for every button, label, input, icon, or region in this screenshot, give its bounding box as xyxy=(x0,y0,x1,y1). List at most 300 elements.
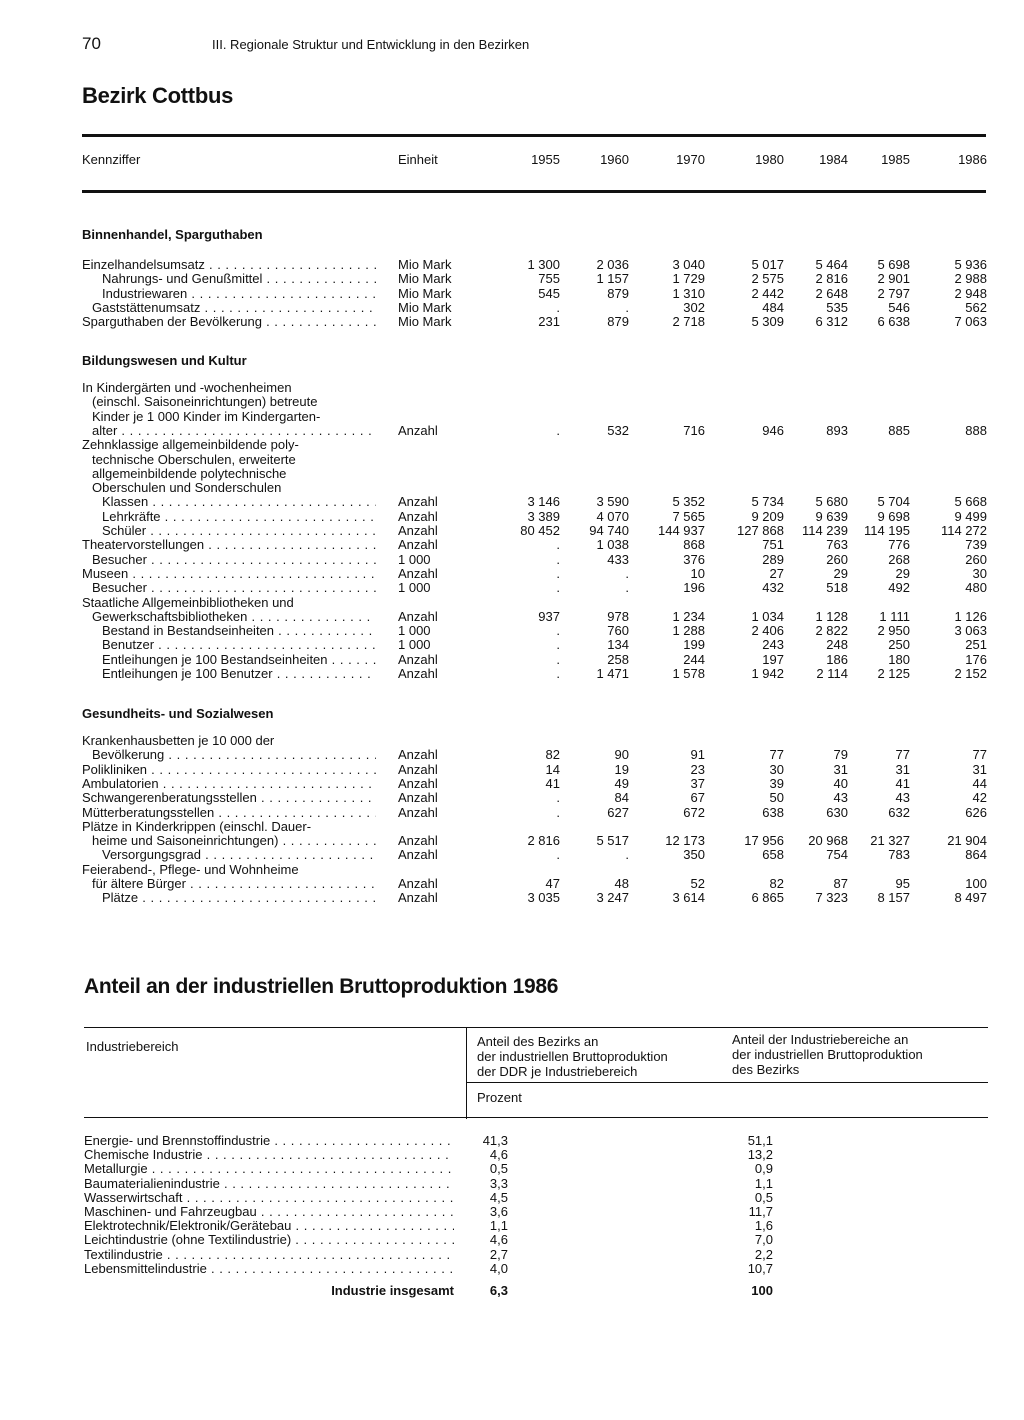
cell-1970: 23 xyxy=(690,761,705,777)
share-ddr-value: 4,6 xyxy=(489,1147,508,1163)
cell-1986: 9 499 xyxy=(954,508,987,524)
cell-1980: 289 xyxy=(762,551,784,567)
cell-1980: 1 034 xyxy=(751,608,784,624)
cell-1955: 41 xyxy=(545,775,560,791)
cell-1984: 9 639 xyxy=(815,508,848,524)
cell-1980: 17 956 xyxy=(744,833,784,849)
cell-1970: 1 729 xyxy=(672,271,705,287)
cell-1986: 8 497 xyxy=(954,890,987,906)
cell-1984: 1 128 xyxy=(815,608,848,624)
cell-1955: 1 300 xyxy=(527,257,560,272)
row-label: technische Oberschulen, erweiterte xyxy=(92,451,296,467)
cell-1960: 760 xyxy=(607,623,629,639)
table-top-rule xyxy=(82,134,986,137)
row-label: (einschl. Saisoneinrichtungen) betreute xyxy=(92,394,318,410)
row-unit: Anzahl xyxy=(398,890,438,906)
cell-1986: 864 xyxy=(965,847,987,863)
table-row xyxy=(0,623,1024,638)
table2-row xyxy=(0,1176,1024,1191)
row-label: Besucher . . . xyxy=(82,580,376,595)
cell-1960: 94 740 xyxy=(589,523,629,538)
row-label: Gaststättenumsatz . . . xyxy=(82,300,376,315)
cell-1970: 3 614 xyxy=(672,890,705,906)
row-label: Polikliniken . . . xyxy=(82,762,376,777)
cell-1984: 31 xyxy=(833,761,848,777)
table2-row xyxy=(0,1190,1024,1205)
table-row xyxy=(0,595,1024,610)
cell-1985: 95 xyxy=(895,876,910,891)
header-year-1980: 1980 xyxy=(755,152,784,167)
table-row xyxy=(0,509,1024,524)
table2-row xyxy=(0,1247,1024,1262)
cell-1970: 37 xyxy=(690,775,705,791)
cell-1986: 114 272 xyxy=(940,523,987,538)
share-bezirk-value: 13,2 xyxy=(747,1147,773,1163)
row-unit: Mio Mark xyxy=(398,271,452,287)
cell-1960: 134 xyxy=(607,637,629,653)
cell-1960: 978 xyxy=(607,608,629,624)
table2-header-col2: Anteil des Bezirks an der industriellen Bruttoproduktion der DDR je Industriebereich xyxy=(477,1034,668,1079)
cell-1955: 937 xyxy=(538,608,560,624)
cell-1955: . xyxy=(556,422,560,438)
share-bezirk-value: 10,7 xyxy=(747,1260,773,1276)
row-label: Benutzer . . . xyxy=(82,637,376,652)
cell-1984: 87 xyxy=(833,876,848,891)
total-share-ddr: 6,3 xyxy=(489,1283,508,1298)
table-row xyxy=(0,257,1024,272)
table-row xyxy=(0,652,1024,667)
cell-1955: . xyxy=(556,551,560,567)
cell-1970: 1 288 xyxy=(672,623,705,639)
cell-1970: 10 xyxy=(690,565,705,581)
cell-1985: 43 xyxy=(895,790,910,806)
cell-1986: 30 xyxy=(972,565,987,581)
share-bezirk-value: 51,1 xyxy=(747,1133,773,1148)
cell-1955: . xyxy=(556,666,560,681)
cell-1985: 632 xyxy=(888,804,910,820)
table-row xyxy=(0,876,1024,891)
row-unit: Anzahl xyxy=(398,651,438,667)
cell-1980: 5 017 xyxy=(751,257,784,272)
cell-1970: 672 xyxy=(683,804,705,820)
cell-1985: 492 xyxy=(888,580,910,596)
row-unit: Anzahl xyxy=(398,790,438,806)
share-ddr-value: 3,3 xyxy=(489,1175,508,1191)
subsection-title: Bildungswesen und Kultur xyxy=(82,353,247,368)
table-row xyxy=(0,286,1024,301)
cell-1955: 3 035 xyxy=(527,890,560,906)
cell-1980: 39 xyxy=(769,775,784,791)
row-unit: Anzahl xyxy=(398,876,438,891)
cell-1980: 6 865 xyxy=(751,890,784,906)
row-label: Lehrkräfte . . . xyxy=(82,509,376,524)
table-row xyxy=(0,409,1024,424)
table2-row xyxy=(0,1232,1024,1247)
table2-row xyxy=(0,1218,1024,1233)
cell-1986: 44 xyxy=(972,775,987,791)
cell-1960: 627 xyxy=(607,804,629,820)
table2-row xyxy=(0,1133,1024,1148)
table2-row xyxy=(0,1261,1024,1276)
cell-1986: 1 126 xyxy=(954,608,987,624)
row-label: Mütterberatungsstellen . . . xyxy=(82,805,376,820)
cell-1980: 432 xyxy=(762,580,784,596)
table-row xyxy=(0,437,1024,452)
row-unit: Anzahl xyxy=(398,537,438,553)
cell-1960: 2 036 xyxy=(596,257,629,272)
row-label: Gewerkschaftsbibliotheken . . . xyxy=(82,609,376,624)
share-ddr-value: 0,5 xyxy=(489,1161,508,1177)
cell-1980: 243 xyxy=(762,637,784,653)
industry-label: Energie- und Brennstoffindustrie . . . xyxy=(84,1133,454,1148)
cell-1985: 2 797 xyxy=(877,285,910,301)
table-row xyxy=(0,762,1024,777)
total-label: Industrie insgesamt xyxy=(331,1283,454,1298)
cell-1985: 180 xyxy=(888,651,910,667)
industry-label: Lebensmittelindustrie . . . xyxy=(84,1261,454,1276)
share-bezirk-value: 1,6 xyxy=(754,1218,773,1234)
cell-1970: 376 xyxy=(683,551,705,567)
cell-1980: 50 xyxy=(769,790,784,806)
cell-1985: 31 xyxy=(895,761,910,777)
row-unit: 1 000 xyxy=(398,580,431,596)
row-label: Nahrungs- und Genußmittel . . . xyxy=(82,271,376,286)
cell-1986: 7 063 xyxy=(954,314,987,330)
table2-title: Anteil an der industriellen Bruttoproduktion 1986 xyxy=(84,975,559,998)
cell-1985: 776 xyxy=(888,537,910,553)
row-label: Ambulatorien . . . xyxy=(82,776,376,791)
cell-1980: 751 xyxy=(762,537,784,553)
cell-1980: 2 442 xyxy=(751,285,784,301)
share-bezirk-value: 11,7 xyxy=(748,1204,773,1219)
header-einheit: Einheit xyxy=(398,152,438,167)
cell-1960: 258 xyxy=(607,651,629,667)
cell-1980: 2 575 xyxy=(751,271,784,287)
row-unit: Anzahl xyxy=(398,833,438,849)
row-unit: Anzahl xyxy=(398,804,438,820)
cell-1980: 658 xyxy=(762,847,784,863)
cell-1955: . xyxy=(556,637,560,653)
cell-1960: 532 xyxy=(607,422,629,438)
row-unit: Anzahl xyxy=(398,565,438,581)
table-row xyxy=(0,452,1024,467)
row-label: Staatliche Allgemeinbibliotheken und xyxy=(82,594,294,610)
table-row xyxy=(0,637,1024,652)
cell-1985: 21 327 xyxy=(870,833,910,849)
cell-1970: 52 xyxy=(690,876,705,891)
table2-header-rule xyxy=(84,1117,988,1118)
share-bezirk-value: 7,0 xyxy=(754,1232,773,1248)
cell-1984: 893 xyxy=(826,422,848,438)
table-row xyxy=(0,480,1024,495)
cell-1984: 40 xyxy=(833,775,848,791)
cell-1970: 7 565 xyxy=(672,508,705,524)
cell-1970: 2 718 xyxy=(672,314,705,330)
row-unit: Mio Mark xyxy=(398,285,452,301)
share-ddr-value: 1,1 xyxy=(489,1218,508,1234)
table-row xyxy=(0,747,1024,762)
table-row xyxy=(0,847,1024,862)
cell-1955: 3 389 xyxy=(527,508,560,524)
cell-1985: 29 xyxy=(895,565,910,581)
table-row xyxy=(0,580,1024,595)
row-unit: Anzahl xyxy=(398,775,438,791)
table-row xyxy=(0,566,1024,581)
cell-1980: 30 xyxy=(769,761,784,777)
share-bezirk-value: 0,9 xyxy=(754,1161,773,1177)
cell-1985: 2 950 xyxy=(877,623,910,639)
row-unit: Mio Mark xyxy=(398,257,452,272)
cell-1986: 2 152 xyxy=(954,666,987,681)
row-label: allgemeinbildende polytechnische xyxy=(92,465,287,481)
cell-1985: 5 704 xyxy=(877,494,910,510)
cell-1984: 2 822 xyxy=(815,623,848,639)
cell-1985: 2 125 xyxy=(877,666,910,681)
table-row xyxy=(0,537,1024,552)
cell-1955: . xyxy=(556,804,560,820)
table2-row xyxy=(0,1204,1024,1219)
row-label: Klassen . . . xyxy=(82,494,376,509)
industry-label: Metallurgie . . . xyxy=(84,1161,454,1176)
row-unit: 1 000 xyxy=(398,623,431,639)
cell-1970: 5 352 xyxy=(672,494,705,510)
cell-1984: 260 xyxy=(826,551,848,567)
cell-1985: 2 901 xyxy=(877,271,910,287)
row-unit: Anzahl xyxy=(398,666,438,681)
cell-1986: 251 xyxy=(965,637,987,653)
table-row xyxy=(0,380,1024,395)
table2-unit-label: Prozent xyxy=(477,1090,522,1105)
cell-1970: 3 040 xyxy=(672,257,705,272)
section-title: Bezirk Cottbus xyxy=(82,83,234,108)
row-label: Entleihungen je 100 Benutzer . . . xyxy=(82,666,376,681)
table-row xyxy=(0,819,1024,834)
row-unit: Anzahl xyxy=(398,422,438,438)
cell-1955: . xyxy=(556,299,560,315)
table2-header-col3: Anteil der Industriebereiche an der industriellen Bruttoproduktion des Bezirks xyxy=(732,1032,923,1077)
share-ddr-value: 41,3 xyxy=(482,1133,508,1148)
row-label: für ältere Bürger . . . xyxy=(82,876,376,891)
cell-1970: 244 xyxy=(683,651,705,667)
cell-1985: 783 xyxy=(888,847,910,863)
cell-1986: 2 988 xyxy=(954,271,987,287)
table-row xyxy=(0,271,1024,286)
cell-1984: 535 xyxy=(826,299,848,315)
row-unit: Anzahl xyxy=(398,608,438,624)
cell-1984: 630 xyxy=(826,804,848,820)
row-label: Plätze in Kinderkrippen (einschl. Dauer- xyxy=(82,818,312,834)
industry-label: Chemische Industrie . . . xyxy=(84,1147,454,1162)
cell-1960: 3 590 xyxy=(596,494,629,510)
cell-1955: . xyxy=(556,580,560,596)
table-row xyxy=(0,523,1024,538)
cell-1955: . xyxy=(556,623,560,639)
row-unit: Anzahl xyxy=(398,494,438,510)
table-row xyxy=(0,776,1024,791)
row-unit: Mio Mark xyxy=(398,314,452,330)
cell-1955: 755 xyxy=(538,271,560,287)
cell-1960: . xyxy=(625,299,629,315)
cell-1984: 7 323 xyxy=(815,890,848,906)
cell-1980: 946 xyxy=(762,422,784,438)
table2-row xyxy=(0,1147,1024,1162)
row-label: Bestand in Bestandseinheiten . . . xyxy=(82,623,376,638)
table2-header-industriebereich: Industriebereich xyxy=(86,1039,179,1054)
cell-1984: 248 xyxy=(826,637,848,653)
row-unit: 1 000 xyxy=(398,551,431,567)
row-label: Versorgungsgrad . . . xyxy=(82,847,376,862)
cell-1986: 31 xyxy=(972,761,987,777)
cell-1986: 5 936 xyxy=(954,257,987,272)
row-unit: Mio Mark xyxy=(398,299,452,315)
cell-1960: 49 xyxy=(614,775,629,791)
cell-1986: 260 xyxy=(965,551,987,567)
table2-row xyxy=(0,1161,1024,1176)
table2-col-divider xyxy=(466,1027,467,1119)
industry-label: Leichtindustrie (ohne Textilindustrie) . . . xyxy=(84,1232,454,1247)
cell-1960: 48 xyxy=(614,876,629,891)
cell-1955: 82 xyxy=(545,747,560,763)
share-ddr-value: 4,6 xyxy=(489,1232,508,1248)
share-bezirk-value: 1,1 xyxy=(754,1175,773,1191)
cell-1984: 5 680 xyxy=(815,494,848,510)
table-row xyxy=(0,466,1024,481)
row-label: Industriewaren . . . xyxy=(82,286,376,301)
cell-1960: 84 xyxy=(614,790,629,806)
cell-1984: 2 114 xyxy=(816,666,848,681)
cell-1960: . xyxy=(625,847,629,863)
cell-1984: 2 648 xyxy=(815,285,848,301)
table-header-rule xyxy=(82,190,986,193)
row-label: Schwangerenberatungsstellen . . . xyxy=(82,790,376,805)
share-bezirk-value: 2,2 xyxy=(754,1246,773,1262)
cell-1960: 3 247 xyxy=(596,890,629,906)
page-number: 70 xyxy=(82,34,101,53)
cell-1955: 545 xyxy=(538,285,560,301)
cell-1955: . xyxy=(556,537,560,553)
cell-1955: 3 146 xyxy=(527,494,560,510)
header-year-1970: 1970 xyxy=(676,152,705,167)
cell-1955: . xyxy=(556,565,560,581)
cell-1986: 626 xyxy=(965,804,987,820)
cell-1984: 20 968 xyxy=(808,833,848,849)
cell-1986: 100 xyxy=(965,876,987,891)
cell-1986: 2 948 xyxy=(954,285,987,301)
cell-1970: 12 173 xyxy=(665,833,705,849)
cell-1955: 2 816 xyxy=(527,833,560,849)
cell-1960: 19 xyxy=(614,761,629,777)
cell-1960: 1 157 xyxy=(596,271,629,287)
industry-label: Elektrotechnik/Elektronik/Gerätebau . . . xyxy=(84,1218,454,1233)
header-kennziffer: Kennziffer xyxy=(82,152,141,167)
row-label: Oberschulen und Sonderschulen xyxy=(92,480,282,496)
row-unit: Anzahl xyxy=(398,847,438,863)
row-label: Schüler . . . xyxy=(82,523,376,538)
row-label: Sparguthaben der Bevölkerung . . . xyxy=(82,314,376,329)
cell-1984: 29 xyxy=(833,565,848,581)
share-bezirk-value: 0,5 xyxy=(754,1189,773,1205)
cell-1980: 1 942 xyxy=(751,666,784,681)
cell-1984: 5 464 xyxy=(815,257,848,272)
cell-1980: 484 xyxy=(762,299,784,315)
table2-total-row xyxy=(0,1283,1024,1298)
cell-1986: 21 904 xyxy=(947,833,987,849)
cell-1955: 231 xyxy=(538,314,560,330)
header-year-1984: 1984 xyxy=(819,152,848,167)
row-label: Museen . . . xyxy=(82,566,376,581)
cell-1985: 546 xyxy=(888,299,910,315)
row-label: alter . . . xyxy=(82,423,376,438)
cell-1980: 197 xyxy=(762,651,784,667)
cell-1970: 1 234 xyxy=(672,608,705,624)
row-unit: Anzahl xyxy=(398,523,438,538)
cell-1984: 114 239 xyxy=(801,523,848,538)
cell-1985: 41 xyxy=(895,775,910,791)
cell-1970: 716 xyxy=(683,422,705,438)
cell-1985: 9 698 xyxy=(877,508,910,524)
table2-unit-rule xyxy=(466,1082,988,1083)
share-ddr-value: 2,7 xyxy=(489,1246,508,1262)
cell-1970: 91 xyxy=(690,747,705,763)
table-row xyxy=(0,609,1024,624)
row-label: Bevölkerung . . . xyxy=(82,747,376,762)
table-row xyxy=(0,733,1024,748)
row-label: Theatervorstellungen . . . xyxy=(82,537,376,552)
industry-label: Wasserwirtschaft . . . xyxy=(84,1190,454,1205)
cell-1960: 5 517 xyxy=(596,833,629,849)
cell-1984: 186 xyxy=(826,651,848,667)
header-year-1955: 1955 xyxy=(531,152,560,167)
share-ddr-value: 4,0 xyxy=(489,1260,508,1276)
cell-1980: 9 209 xyxy=(751,508,784,524)
table-row xyxy=(0,423,1024,438)
cell-1986: 77 xyxy=(972,747,987,763)
cell-1970: 144 937 xyxy=(658,523,705,538)
cell-1980: 77 xyxy=(769,747,784,763)
cell-1970: 1 578 xyxy=(672,666,705,681)
cell-1984: 79 xyxy=(833,747,848,763)
cell-1960: 433 xyxy=(607,551,629,567)
cell-1986: 176 xyxy=(965,651,987,667)
table-row xyxy=(0,666,1024,681)
cell-1985: 5 698 xyxy=(877,257,910,272)
cell-1980: 127 868 xyxy=(737,523,784,538)
table-row xyxy=(0,552,1024,567)
cell-1960: . xyxy=(625,565,629,581)
cell-1970: 1 310 xyxy=(672,285,705,301)
row-unit: 1 000 xyxy=(398,637,431,653)
cell-1985: 6 638 xyxy=(877,314,910,330)
cell-1986: 480 xyxy=(965,580,987,596)
cell-1980: 5 734 xyxy=(751,494,784,510)
table-row xyxy=(0,890,1024,905)
cell-1980: 27 xyxy=(769,565,784,581)
row-label: Einzelhandelsumsatz . . . xyxy=(82,257,376,272)
cell-1960: 879 xyxy=(607,314,629,330)
table-row xyxy=(0,862,1024,877)
cell-1955: . xyxy=(556,790,560,806)
cell-1955: . xyxy=(556,651,560,667)
cell-1980: 2 406 xyxy=(751,623,784,639)
row-label: Kinder je 1 000 Kinder im Kindergarten- xyxy=(92,408,321,424)
cell-1985: 8 157 xyxy=(877,890,910,906)
cell-1970: 350 xyxy=(683,847,705,863)
cell-1984: 518 xyxy=(826,580,848,596)
row-unit: Anzahl xyxy=(398,508,438,524)
cell-1960: 4 070 xyxy=(596,508,629,524)
row-label: heime und Saisoneinrichtungen) . . . xyxy=(82,833,376,848)
header-year-1960: 1960 xyxy=(600,152,629,167)
